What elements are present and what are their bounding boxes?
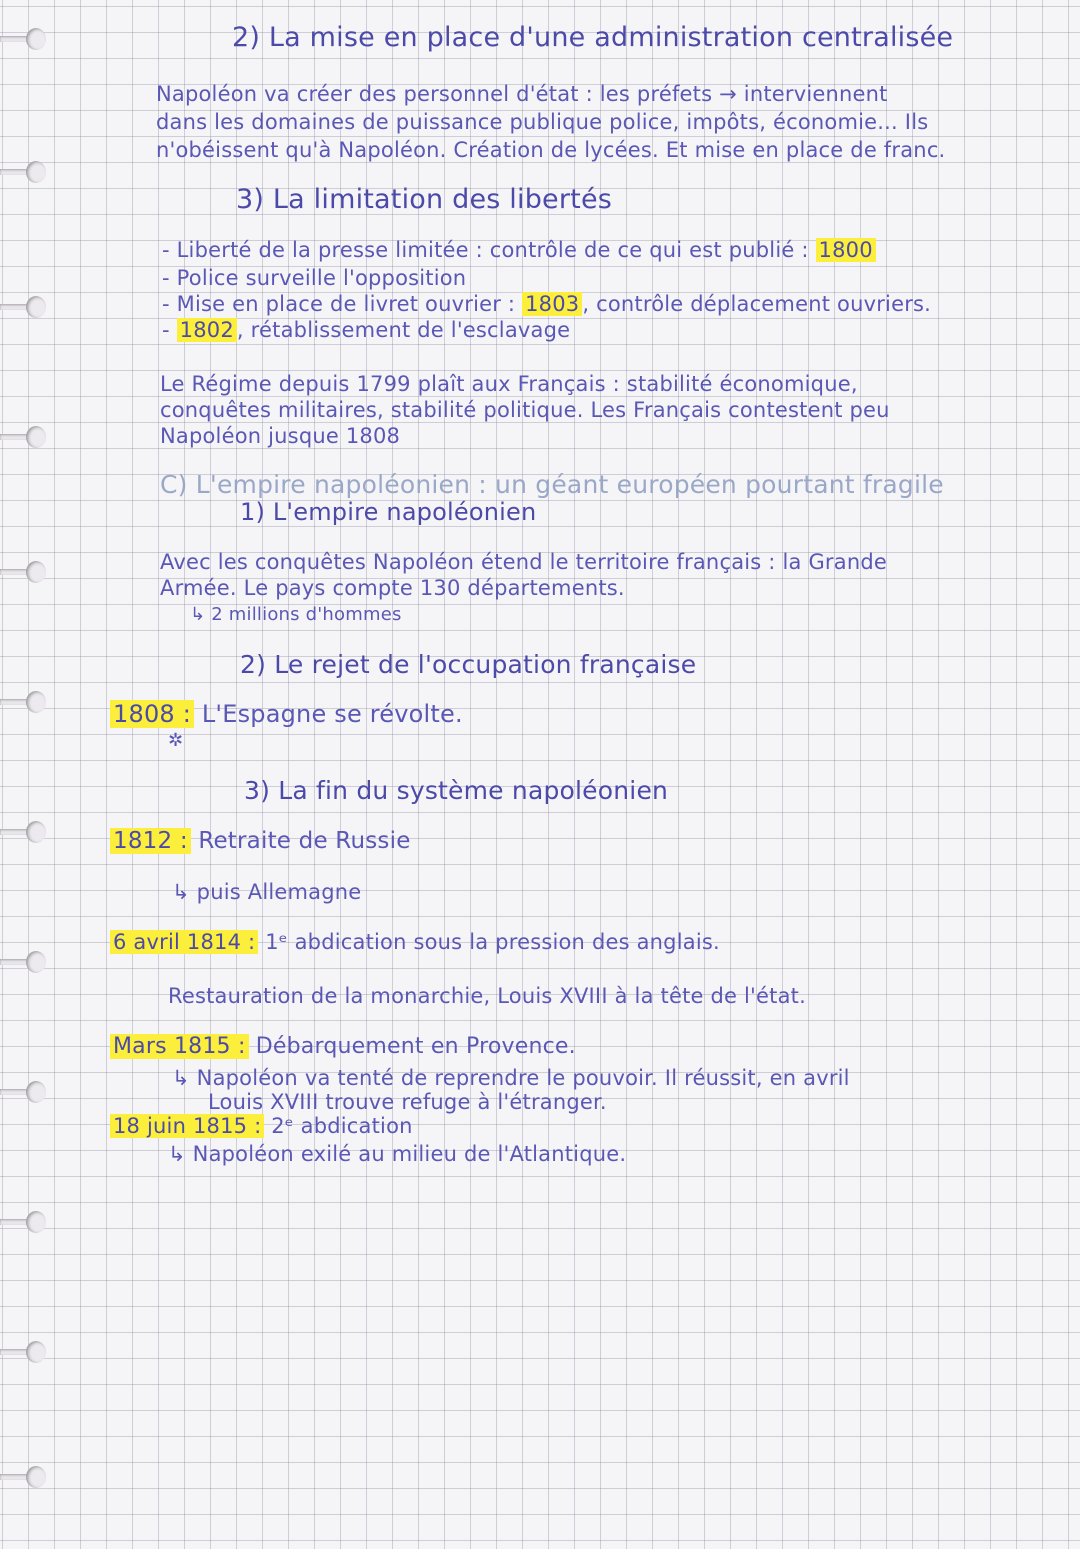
star-mark-icon: ✲ xyxy=(168,730,184,751)
binder-hole xyxy=(0,815,42,849)
text-line: Louis XVIII trouve refuge à l'étranger. xyxy=(208,1090,607,1114)
event-text: Débarquement en Provence. xyxy=(255,1034,576,1059)
date-highlight: 18 juin 1815 : xyxy=(110,1114,264,1138)
text-line: n'obéissent qu'à Napoléon. Création de lycées. Et mise en place de franc. xyxy=(156,138,946,162)
chapter-title: C) L'empire napoléonien : un géant européen pourtant fragile xyxy=(160,470,944,499)
bullet-item xyxy=(162,292,931,316)
binder-hole xyxy=(0,1205,42,1239)
text-line: dans les domaines de puissance publique police, impôts, économie... Ils xyxy=(156,110,929,134)
date-highlight: 1802 xyxy=(177,318,237,342)
date-highlight: 1803 xyxy=(522,292,582,316)
section-title: 1) L'empire napoléonien xyxy=(240,498,537,526)
binder-hole xyxy=(0,1460,42,1494)
binder-hole xyxy=(0,1075,42,1109)
text-line: conquêtes militaires, stabilité politique. Les Français contestent peu xyxy=(160,398,890,422)
bullet-dash: - xyxy=(162,318,170,342)
timeline-entry xyxy=(110,700,463,728)
text-line: Le Régime depuis 1799 plaît aux Français : stabilité économique, xyxy=(160,372,858,396)
text-line: Armée. Le pays compte 130 départements. xyxy=(160,576,625,600)
binder-hole xyxy=(0,945,42,979)
binder-hole xyxy=(0,1335,42,1369)
text-line: Avec les conquêtes Napoléon étend le territoire français : la Grande xyxy=(160,550,887,574)
binder-hole xyxy=(0,22,42,56)
binder-holes xyxy=(0,0,60,1549)
event-text: Retraite de Russie xyxy=(198,828,411,854)
text-line: ↳ Napoléon exilé au milieu de l'Atlantique. xyxy=(168,1142,627,1166)
binder-hole xyxy=(0,685,42,719)
bullet-text: , rétablissement de l'esclavage xyxy=(236,318,571,342)
bullet-text: - Liberté de la presse limitée : contrôle de ce qui est publié : xyxy=(162,238,809,262)
binder-hole xyxy=(0,155,42,189)
bullet-item xyxy=(162,238,876,262)
timeline-entry xyxy=(110,930,720,954)
binder-hole xyxy=(0,290,42,324)
bullet-item xyxy=(162,318,570,342)
bullet-text: , contrôle déplacement ouvriers. xyxy=(582,292,932,316)
event-text: 1ᵉ abdication sous la pression des anglais. xyxy=(265,930,720,954)
section-title: 3) La fin du système napoléonien xyxy=(244,776,669,805)
date-highlight: 1800 xyxy=(816,238,876,262)
text-line: ↳ Napoléon va tenté de reprendre le pouvoir. Il réussit, en avril xyxy=(172,1066,850,1090)
binder-hole xyxy=(0,555,42,589)
text-line: Napoléon jusque 1808 xyxy=(160,424,401,448)
bullet-item: - Police surveille l'opposition xyxy=(162,266,467,290)
timeline-entry xyxy=(110,1114,413,1138)
binder-hole xyxy=(0,420,42,454)
text-line: ↳ 2 millions d'hommes xyxy=(190,604,402,625)
text-line: Restauration de la monarchie, Louis XVIII à la tête de l'état. xyxy=(168,984,806,1008)
timeline-entry xyxy=(110,1034,576,1059)
date-highlight: Mars 1815 : xyxy=(110,1034,249,1059)
text-line: ↳ puis Allemagne xyxy=(172,880,362,904)
date-highlight: 1812 : xyxy=(110,828,191,854)
date-highlight: 1808 : xyxy=(110,700,194,728)
section-title: 3) La limitation des libertés xyxy=(236,184,613,215)
event-text: 2ᵉ abdication xyxy=(271,1114,413,1138)
section-title: 2) Le rejet de l'occupation française xyxy=(240,650,697,679)
section-title: 2) La mise en place d'une administration centralisée xyxy=(232,22,954,53)
date-highlight: 6 avril 1814 : xyxy=(110,930,258,954)
event-text: L'Espagne se révolte. xyxy=(201,700,463,728)
timeline-entry xyxy=(110,828,411,854)
text-line: Napoléon va créer des personnel d'état : les préfets → interviennent xyxy=(156,82,888,106)
bullet-text: - Mise en place de livret ouvrier : xyxy=(162,292,516,316)
